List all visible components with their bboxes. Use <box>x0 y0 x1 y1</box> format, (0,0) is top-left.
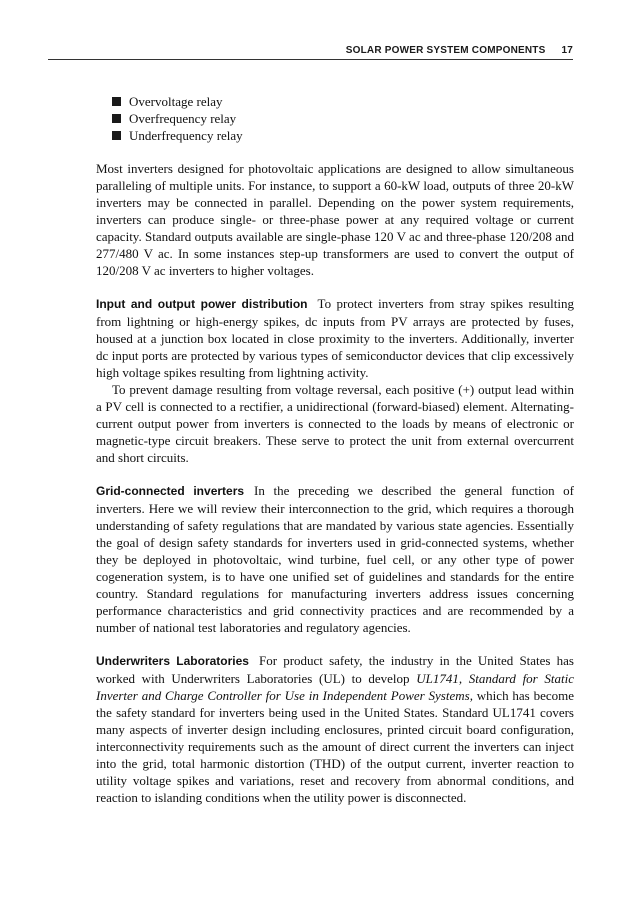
section-heading: Input and output power distribution <box>96 297 308 311</box>
intro-paragraph: Most inverters designed for photovoltaic applications are designed to allow simultaneous paralleling of multiple units. For instance, to support a 60-kW load, outputs of three 20-kW inverters may be connected in parallel. Depending on the power system requirements, inverters can produce single- or three-phase power at any required voltage or current capacity. Standard outputs available are single-phase 120 V ac and three-phase 120/208 and 277/480 V ac. In some instances step-up transformers are used to convert the output of 120/208 V ac inverters to higher voltages. <box>96 161 574 278</box>
section-heading: Underwriters Laboratories <box>96 654 249 668</box>
section-text: which has become the safety standard for inverters being used in the United States. Standard UL1741 covers many aspects of inverter design including enclosures, printed circuit board configuration, interconnectivity requirements such as the amount of direct current the inverters can inject into the grid, total harmonic distortion (THD) of the output current, inverter reaction to utility voltage spikes and variations, reset and recovery from abnormal conditions, and reaction to islanding conditions when the utility power is disconnected. <box>96 688 574 805</box>
list-item: Overfrequency relay <box>112 110 574 127</box>
header-rule <box>48 59 573 60</box>
page-number: 17 <box>561 45 573 56</box>
section-text: In the preceding we described the general function of inverters. Here we will review their interconnection to the grid, which requires a thorough understanding of safety regulations that are mandated by various state agencies. Essentially the goal of design safety standards for inverters used in grid-connected systems, whether they be deployed in photovoltaic, wind turbine, fuel cell, or any other type of power cogeneration system, is to have one unified set of guidelines and standards for the entire country. Standard regulations for manufacturing inverters address issues concerning performance characteristics and grid connectivity practices and are recommended by a number of national test laboratories and regulatory agencies. <box>96 483 574 635</box>
square-bullet-icon <box>112 97 121 106</box>
grid-connected-section <box>96 482 574 636</box>
page-body <box>96 93 574 806</box>
list-item: Overvoltage relay <box>112 93 574 110</box>
voltage-reversal-paragraph: To prevent damage resulting from voltage reversal, each positive (+) output lead within a PV cell is connected to a rectifier, a unidirectional (forward-biased) element. Alternating-current output power from inverters is connected to the loads by means of electronic or magnetic-type circuit breakers. These serve to protect the unit from external overcurrent and short circuits. <box>96 382 574 465</box>
input-output-section <box>96 295 574 381</box>
square-bullet-icon <box>112 131 121 140</box>
relay-list <box>96 93 574 144</box>
section-heading: Grid-connected inverters <box>96 484 245 498</box>
underwriters-section <box>96 652 574 806</box>
square-bullet-icon <box>112 114 121 123</box>
standard-title: UL1741, Standard for Static Inverter and Charge Controller for Use in Independent Power Systems, <box>96 671 574 703</box>
list-item: Underfrequency relay <box>112 127 574 144</box>
section-text: For product safety, the industry in the United States has worked with Underwriters Laboratories (UL) to develop <box>96 653 574 686</box>
running-title: SOLAR POWER SYSTEM COMPONENTS <box>345 45 546 56</box>
section-text: To protect inverters from stray spikes resulting from lightning or high-energy spikes, dc inputs from PV arrays are protected by fuses, housed at a junction box located in close proximity to the inverters. Additionally, inverter dc input ports are protected by various types of semiconductor devices that clip excessively high voltage spikes resulting from lightning activity. <box>96 296 575 380</box>
running-header <box>48 44 573 58</box>
